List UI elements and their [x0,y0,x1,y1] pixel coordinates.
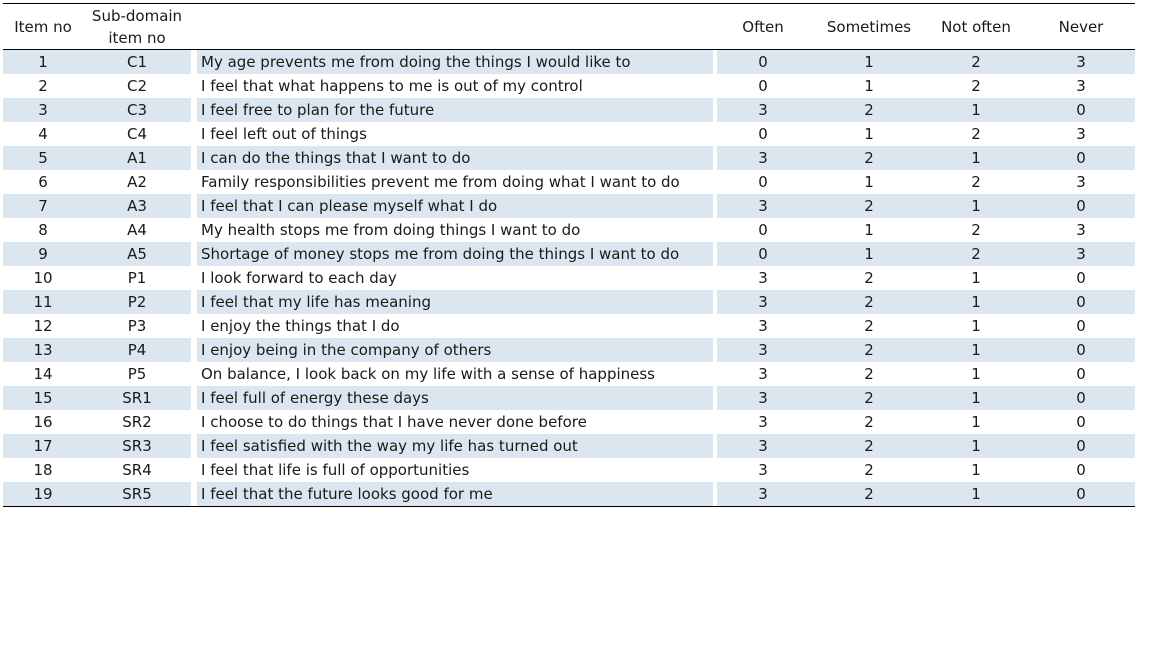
scoring-table-container [3,3,1125,507]
cell-sometimes-score: 2 [864,413,874,431]
header-often: Often [713,4,813,50]
cell-subdomain-item-no: SR3 [83,434,191,458]
table-row [3,50,1135,75]
cell-sometimes-score: 1 [864,125,874,143]
cell-subdomain-item-no: P4 [83,338,191,362]
cell-subdomain-item-no: SR4 [122,461,152,479]
cell-often-score: 0 [758,77,768,95]
cell-item-no: 3 [3,98,83,122]
cell-subdomain-item-no: A5 [83,242,191,266]
table-row [3,338,1135,362]
cell-sometimes-score: 2 [813,194,925,218]
cell-often-score: 0 [758,221,768,239]
cell-sometimes-score: 1 [864,221,874,239]
header-sometimes: Sometimes [813,4,925,50]
cell-statement: I feel left out of things [201,125,367,143]
table-row [3,194,1135,218]
cell-never-score: 3 [1076,77,1086,95]
cell-item-no: 7 [3,194,83,218]
cell-often-score: 3 [713,386,813,410]
cell-not-often-score: 1 [971,317,981,335]
cell-not-often-score: 2 [971,125,981,143]
table-row [3,122,1135,146]
cell-often-score: 3 [713,98,813,122]
cell-never-score: 0 [1027,434,1135,458]
cell-often-score: 3 [758,317,768,335]
cell-often-score: 3 [713,290,813,314]
cell-often-score: 3 [713,338,813,362]
cell-sometimes-score: 2 [813,98,925,122]
cell-statement: My health stops me from doing things I want to do [201,221,581,239]
cell-sometimes-score: 1 [864,77,874,95]
cell-subdomain-item-no: SR2 [122,413,152,431]
table-row [3,74,1135,98]
cell-not-often-score: 2 [971,173,981,191]
header-not-often: Not often [925,4,1027,50]
cell-statement: I feel that my life has meaning [191,290,713,314]
cell-often-score: 3 [758,461,768,479]
cell-not-often-score: 1 [925,290,1027,314]
cell-never-score: 0 [1076,317,1086,335]
header-item-no: Item no [3,4,83,50]
table-row [3,266,1135,290]
cell-sometimes-score: 2 [864,461,874,479]
cell-often-score: 0 [758,173,768,191]
cell-item-no: 15 [3,386,83,410]
cell-never-score: 0 [1027,290,1135,314]
cell-statement: I feel free to plan for the future [191,98,713,122]
cell-often-score: 3 [713,194,813,218]
scoring-table [3,3,1135,507]
cell-statement: Family responsibilities prevent me from doing what I want to do [201,173,680,191]
cell-never-score: 0 [1076,413,1086,431]
cell-never-score: 0 [1027,98,1135,122]
cell-item-no: 12 [33,317,53,335]
cell-never-score: 3 [1027,242,1135,266]
cell-never-score: 3 [1027,50,1135,75]
cell-never-score: 3 [1076,125,1086,143]
cell-not-often-score: 1 [971,461,981,479]
cell-statement: Shortage of money stops me from doing the things I want to do [191,242,713,266]
cell-never-score: 0 [1027,482,1135,507]
cell-item-no: 14 [33,365,53,383]
cell-not-often-score: 1 [925,98,1027,122]
cell-item-no: 1 [3,50,83,75]
cell-statement: I look forward to each day [201,269,397,287]
cell-not-often-score: 2 [925,242,1027,266]
cell-statement: I feel that I can please myself what I do [191,194,713,218]
table-row [3,362,1135,386]
cell-often-score: 3 [758,413,768,431]
cell-subdomain-item-no: C4 [126,125,148,143]
cell-subdomain-item-no: C1 [83,50,191,75]
cell-statement: I feel full of energy these days [191,386,713,410]
cell-not-often-score: 1 [971,365,981,383]
cell-subdomain-item-no: P2 [83,290,191,314]
table-row [3,482,1135,507]
cell-sometimes-score: 2 [813,386,925,410]
cell-often-score: 3 [758,365,768,383]
table-row [3,434,1135,458]
cell-sometimes-score: 2 [813,482,925,507]
cell-subdomain-item-no: C2 [126,77,148,95]
cell-never-score: 0 [1027,194,1135,218]
cell-subdomain-item-no: SR5 [83,482,191,507]
cell-subdomain-item-no: P5 [127,365,147,383]
cell-never-score: 0 [1076,365,1086,383]
cell-often-score: 3 [758,269,768,287]
table-row [3,410,1135,434]
cell-statement: On balance, I look back on my life with a sense of happiness [201,365,655,383]
header-statement [191,4,713,50]
cell-never-score: 0 [1027,386,1135,410]
cell-subdomain-item-no: P1 [127,269,147,287]
cell-never-score: 3 [1076,221,1086,239]
cell-statement: I enjoy being in the company of others [191,338,713,362]
cell-item-no: 11 [3,290,83,314]
cell-item-no: 8 [38,221,48,239]
cell-statement: I choose to do things that I have never done before [201,413,587,431]
cell-item-no: 17 [3,434,83,458]
cell-sometimes-score: 1 [864,173,874,191]
cell-often-score: 3 [713,482,813,507]
cell-often-score: 3 [713,434,813,458]
cell-subdomain-item-no: A3 [83,194,191,218]
cell-not-often-score: 2 [971,77,981,95]
cell-subdomain-item-no: P3 [127,317,147,335]
cell-item-no: 19 [3,482,83,507]
header-never: Never [1027,4,1135,50]
cell-statement: My age prevents me from doing the things I would like to [191,50,713,75]
cell-not-often-score: 1 [925,146,1027,170]
cell-never-score: 0 [1027,146,1135,170]
cell-never-score: 0 [1027,338,1135,362]
header-subdomain-item-no [83,4,191,50]
cell-subdomain-item-no: A4 [127,221,147,239]
cell-often-score: 3 [713,146,813,170]
cell-item-no: 9 [3,242,83,266]
table-row [3,242,1135,266]
cell-item-no: 16 [33,413,53,431]
cell-item-no: 2 [38,77,48,95]
cell-item-no: 13 [3,338,83,362]
table-row [3,218,1135,242]
cell-item-no: 5 [3,146,83,170]
cell-statement: I feel that the future looks good for me [191,482,713,507]
cell-sometimes-score: 2 [813,146,925,170]
cell-often-score: 0 [713,242,813,266]
cell-not-often-score: 1 [925,434,1027,458]
cell-sometimes-score: 1 [813,242,925,266]
cell-sometimes-score: 2 [813,338,925,362]
cell-statement: I feel that what happens to me is out of my control [201,77,583,95]
cell-sometimes-score: 2 [813,290,925,314]
header-row [3,4,1135,50]
cell-statement: I feel satisfied with the way my life has turned out [191,434,713,458]
table-body [3,50,1135,507]
cell-not-often-score: 1 [925,482,1027,507]
table-row [3,146,1135,170]
cell-never-score: 0 [1076,461,1086,479]
cell-sometimes-score: 2 [864,269,874,287]
table-row [3,98,1135,122]
cell-never-score: 0 [1076,269,1086,287]
cell-subdomain-item-no: SR1 [83,386,191,410]
table-row [3,170,1135,194]
header-subdomain-line1: Sub-domain [91,6,183,25]
cell-statement: I can do the things that I want to do [191,146,713,170]
cell-not-often-score: 2 [971,221,981,239]
cell-subdomain-item-no: A2 [127,173,147,191]
cell-statement: I feel that life is full of opportunities [201,461,470,479]
cell-often-score: 0 [713,50,813,75]
cell-not-often-score: 1 [971,413,981,431]
table-header [3,4,1135,50]
cell-not-often-score: 1 [925,194,1027,218]
table-row [3,314,1135,338]
cell-not-often-score: 1 [925,386,1027,410]
cell-not-often-score: 1 [925,338,1027,362]
cell-statement: I enjoy the things that I do [201,317,400,335]
cell-sometimes-score: 2 [864,365,874,383]
table-row [3,290,1135,314]
table-row [3,386,1135,410]
table-row [3,458,1135,482]
cell-not-often-score: 2 [925,50,1027,75]
header-subdomain-line2: item no [108,28,166,47]
cell-often-score: 0 [758,125,768,143]
cell-subdomain-item-no: C3 [83,98,191,122]
cell-subdomain-item-no: A1 [83,146,191,170]
cell-item-no: 18 [33,461,53,479]
cell-item-no: 6 [38,173,48,191]
cell-item-no: 4 [38,125,48,143]
cell-never-score: 3 [1076,173,1086,191]
cell-not-often-score: 1 [971,269,981,287]
cell-sometimes-score: 1 [813,50,925,75]
cell-item-no: 10 [33,269,53,287]
cell-sometimes-score: 2 [813,434,925,458]
cell-sometimes-score: 2 [864,317,874,335]
